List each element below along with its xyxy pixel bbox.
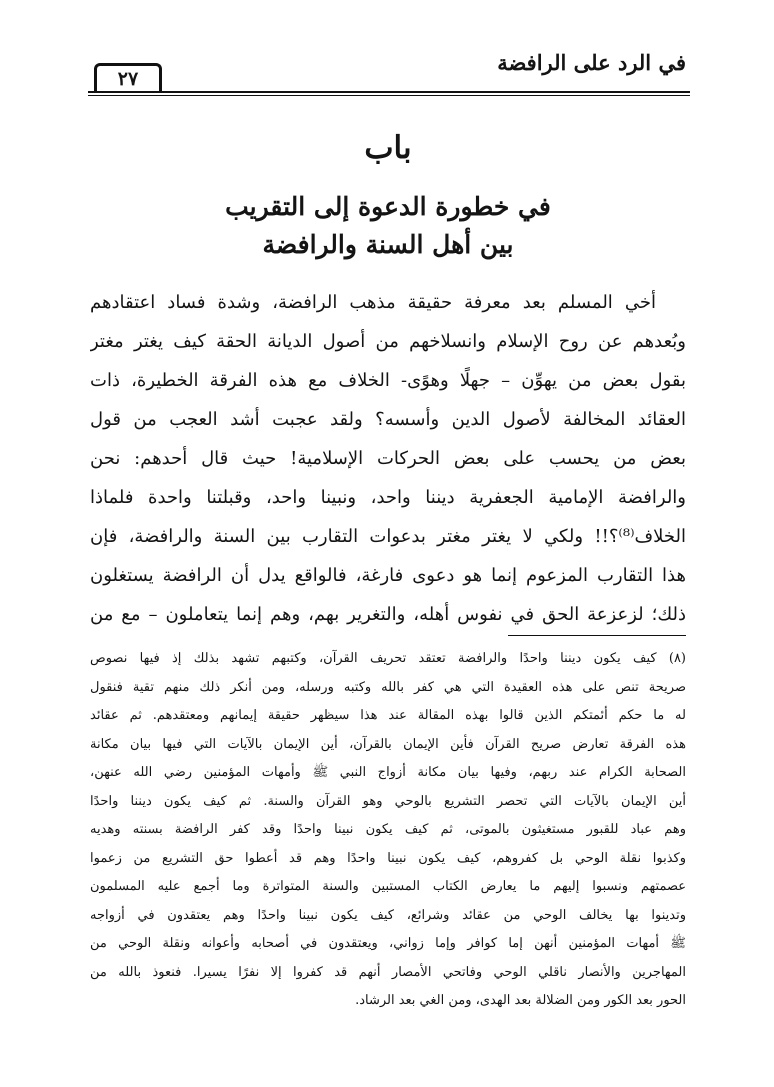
body-line: بقول بعض من يهوِّن – جهلًا وهوًى- الخلاف مع هذه الفرقة الخطيرة، ذات [90, 370, 686, 391]
footnote-line: الصحابة الكرام عند ربهم، وفيها بيان مكانة أزواج النبي ﷺ وأمهات المؤمنين رضي الله عنهن، [90, 765, 686, 780]
footnote-separator [508, 635, 686, 636]
footnote-line: وهم عباد للقبور مستغيثون بالموتى، ثم كيف يكون نبينا واحدًا وقد كفر الرافضة بسنته وهديه [90, 822, 686, 837]
footnote-line: صريحة تنص على هذه العقيدة التي هي كفر بالله وكتبه ورسله، ومن أنكر ذلك منهم تقية فنقول [90, 679, 686, 695]
body-line: ذلك؛ لزعزعة الحق في نفوس أهله، والتغرير بهم، وهم إنما يتعاملون – مع من [90, 604, 686, 625]
body-line: والرافضة الإمامية الجعفرية ديننا واحد، ونبينا واحد، وقبلتنا واحدة فلماذا [90, 487, 686, 508]
running-title: في الرد على الرافضة [497, 50, 686, 75]
footnote-line: ﷺ أمهات المؤمنين أنهن إما كوافر وإما زواني، ويعتقدون في أصحابه وأعوانه ونقلة الوحي من [90, 936, 686, 951]
body-line: العقائد المخالفة لأصول الدين وأسسه؟ ولقد عجبت أشد العجب من قول [90, 409, 686, 430]
body-line: بعض من يحسب على بعض الحركات الإسلامية! حيث قال أحدهم: نحن [90, 448, 686, 469]
footnote-line: وكذبوا نقلة الوحي بل كفروهم، كيف يكون نبينا واحدًا وهم قد أعطوا حق التشريع من زعموا [90, 850, 686, 866]
footnote-line: أين الإيمان بالآيات التي تحصر التشريع بالوحي وهو القرآن والسنة. ثم كيف يكون ديننا واحدًا [90, 793, 686, 809]
chapter-subtitle-line-1: في خطورة الدعوة إلى التقريب [225, 192, 551, 221]
footnote-line: له ما حكم أئمتكم الذين قالوا بهذه المقالة عند هذا سيظهر حقيقة إيمانهم ومعتقدهم. ثم عقائد [90, 708, 686, 723]
footnote-line: المهاجرين والأنصار ناقلي الوحي وفاتحي الأمصار أنهم قد كفروا إلا نفرًا يسيرا. فنعوذ بالله من [90, 964, 686, 980]
body-line-footnote-ref[interactable]: الخلاف⁽⁸⁾؟!! ولكي لا يغتر مغتر بدعوات التقارب بين السنة والرافضة، فإن [90, 526, 686, 547]
chapter-heading: باب [364, 130, 412, 166]
footnote-line: هذه الفرقة تعارض صريح القرآن فأين الإيمان بالقرآن، أين الإيمان بالآيات التي فيها بيان مكانة [90, 736, 686, 752]
body-text [90, 283, 686, 634]
footnote-line: عصمتهم ونسبوا إليهم ما يعارض الكتاب المستبين والسنة المتواترة وما أجمع عليه المسلمون [90, 879, 686, 894]
footnotes [90, 645, 686, 1016]
footnote-line: وتدينوا بها يخالف الوحي من عقائد وشرائع، كيف يكون نبينا واحدًا وهم يعتقدون في أزواجه [90, 907, 686, 923]
footnote-line: (٨) كيف يكون ديننا واحدًا والرافضة تعتقد تحريف القرآن، وكتبهم تشهد بذلك إذ فيها نصوص [90, 651, 686, 666]
page-number: ٢٧ [94, 63, 162, 91]
footnote-line: الحور بعد الكور ومن الضلالة بعد الهدى، ومن الغي بعد الرشاد. [355, 993, 686, 1008]
body-line: هذا التقارب المزعوم إنما هو دعوى فارغة، فالواقع يدل أن الرافضة يستغلون [90, 565, 686, 586]
chapter-subtitle-line-2: بين أهل السنة والرافضة [262, 230, 514, 259]
header-rule-thin [88, 95, 690, 96]
body-line: أخي المسلم بعد معرفة حقيقة مذهب الرافضة، وشدة فساد اعتقادهم [90, 292, 656, 313]
header-rule [88, 91, 690, 93]
body-line: وبُعدهم عن روح الإسلام وانسلاخهم من أصول الديانة الحقة كيف يغتر مغتر [90, 331, 686, 352]
